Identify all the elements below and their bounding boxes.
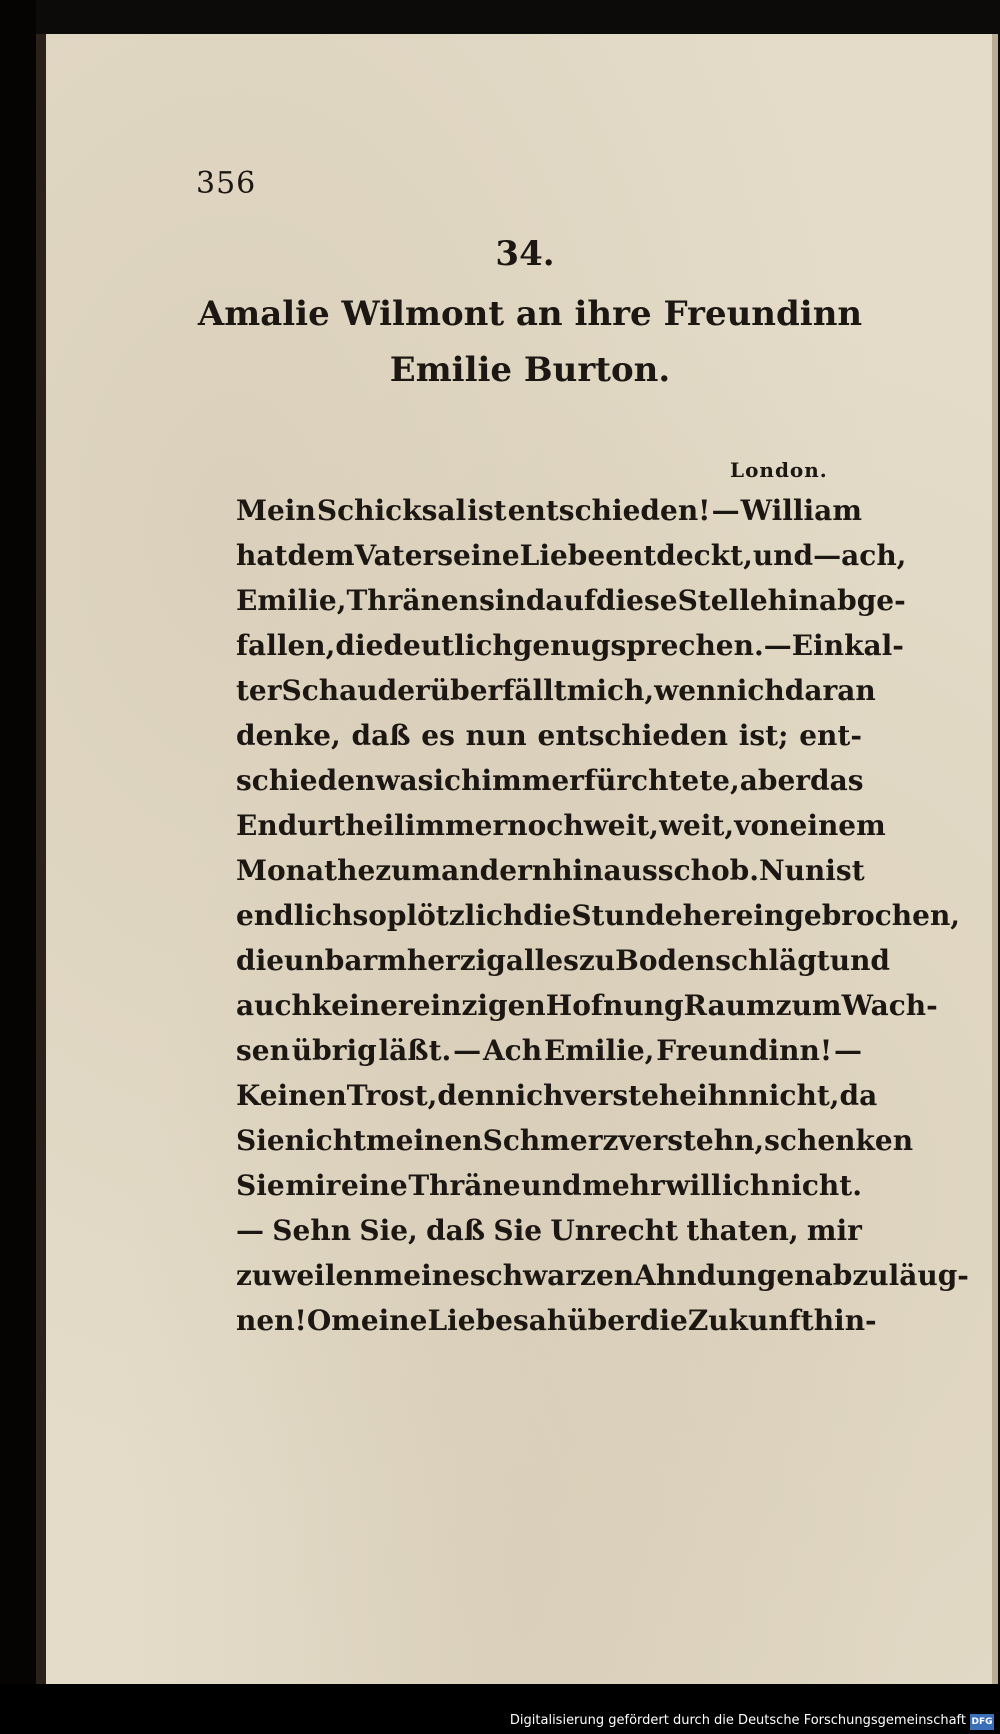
text-word: weit, [583,809,659,842]
text-word: mich, [566,674,655,707]
text-line [236,1028,862,1073]
text-word: seine [437,539,520,572]
text-line [236,1298,877,1343]
text-word: nicht. [770,1169,862,1202]
text-word: fallen, [236,629,336,662]
text-word: zuweilen [236,1259,374,1292]
text-word: die [236,944,285,977]
text-word: abzuläug- [814,1259,969,1292]
text-word: Monathe [236,854,376,887]
text-word: Sie [236,1124,285,1157]
text-word: da [839,1079,878,1112]
page-number: 356 [196,166,257,201]
text-word: Zukunft [687,1304,814,1337]
text-word: über [567,1304,640,1337]
text-word: und [752,539,814,572]
text-word: entdeckt, [605,539,753,572]
text-word: eine [341,1169,408,1202]
text-word: und [829,944,891,977]
text-word: Emilie, [543,1034,655,1067]
text-word: ach, [841,539,907,572]
text-word: einzigen [412,989,546,1022]
text-word: Liebe [519,539,606,572]
footer-bar [0,1684,1000,1734]
text-line [236,668,876,713]
text-word: deutlich [383,629,513,662]
text-word: ich [515,1079,564,1112]
text-word: Stelle [677,584,768,617]
text-word: Sie, [359,1214,418,1247]
text-word: Sehn [272,1214,352,1247]
text-word: Unrecht [550,1214,679,1247]
text-word: Endurtheil [236,809,405,842]
text-word: Trost, [346,1079,438,1112]
text-word: Thräne [408,1169,521,1202]
text-word: Sie [236,1169,285,1202]
text-word: denke, [236,719,341,752]
text-word: was [375,764,434,797]
text-line [236,578,906,623]
text-line [236,758,862,803]
text-word: mir [806,1214,862,1247]
text-word: so [352,899,387,932]
footer-credit: Digitalisierung gefördert durch die Deutsche Forschungsgemeinschaft [509,1713,966,1728]
text-word: ist [825,854,865,887]
text-word: sen [236,1034,290,1067]
text-word: entschieden! [507,494,711,527]
letter-place: London. [730,458,828,482]
text-word: Boden [615,944,716,977]
text-word: hinausschob. [552,854,759,887]
text-word: Hofnung [545,989,684,1022]
text-word: ist [467,494,507,527]
text-line [236,1163,862,1208]
letter-number: 34. [495,234,555,274]
text-word: Schicksal [316,494,467,527]
text-word: genug [512,629,611,662]
text-word: — [453,1034,482,1067]
text-word: mir [285,1169,341,1202]
text-line [236,938,891,983]
text-word: Ach [482,1034,543,1067]
text-word: Sie [493,1214,543,1247]
text-word: William [740,494,862,527]
text-word: sprechen. [610,629,764,662]
text-word: immer [481,764,584,797]
dfg-logo: DFG [970,1714,994,1730]
text-word: Thränen [346,584,480,617]
text-word: ent- [799,719,862,752]
text-word: unbarmherzig [284,944,506,977]
letter-heading-line-1: Amalie Wilmont an ihre Freundinn [197,294,863,334]
text-word: entschieden [537,719,728,752]
text-word: auf [545,584,596,617]
text-word: denn [437,1079,516,1112]
text-line [236,1253,969,1298]
text-word: Liebe [427,1304,513,1337]
text-word: — [236,1214,264,1247]
text-word: diese [595,584,678,617]
text-word: andern [441,854,553,887]
text-word: hinabge- [767,584,906,617]
text-word: nicht [284,1124,367,1157]
text-word: zum [375,854,442,887]
text-word: O [306,1304,332,1337]
text-line [236,983,938,1028]
text-word: keiner [311,989,413,1022]
page-edge [992,34,998,1684]
text-word: hin- [813,1304,877,1337]
text-word: nun [465,719,527,752]
text-word: — [711,494,740,527]
text-word: Schmerz [482,1124,619,1157]
text-word: zum [775,989,842,1022]
text-word: — [833,1034,862,1067]
text-word: dem [287,539,355,572]
text-word: verstehn, [618,1124,765,1157]
letter-heading-line-2: Emilie Burton. [389,350,671,390]
text-line [236,893,961,938]
text-line [236,623,904,668]
text-word: — [813,539,842,572]
text-word: aber [739,764,811,797]
text-word: meinen [366,1124,483,1157]
text-word: nicht, [748,1079,840,1112]
text-word: übrig [291,1034,377,1067]
text-word: kal- [844,629,904,662]
text-word: das [810,764,864,797]
text-word: Mein [236,494,316,527]
text-word: daß [351,719,411,752]
text-word: wenn [654,674,737,707]
text-word: — [763,629,792,662]
text-word: endlich [236,899,353,932]
text-word: die [639,1304,688,1337]
text-word: weit, [658,809,735,842]
text-word: ich [722,1169,771,1202]
text-line [236,533,907,578]
text-word: läßt. [378,1034,452,1067]
text-word: zu [578,944,616,977]
text-word: überfällt [429,674,567,707]
text-line [236,1073,878,1118]
text-word: Ahndungen [634,1259,815,1292]
text-word: die [523,899,572,932]
text-word: Stunde [571,899,683,932]
text-word: ich [433,764,482,797]
text-word: noch [507,809,584,842]
text-word: schieden [236,764,376,797]
text-word: Nun [758,854,826,887]
text-word: schwarzen [469,1259,635,1292]
text-word: ihn [697,1079,749,1112]
text-word: hereingebrochen, [682,899,961,932]
text-word: Raum [683,989,776,1022]
text-word: Emilie, [236,584,347,617]
text-word: hat [236,539,288,572]
text-word: Freundinn! [656,1034,833,1067]
text-word: Schauder [281,674,430,707]
text-line [236,713,862,758]
text-word: die [335,629,384,662]
text-word: auch [236,989,312,1022]
letter-body [236,488,969,1343]
text-word: daran [784,674,876,707]
text-word: Vater [354,539,438,572]
text-line [236,1208,862,1253]
text-word: fürchtete, [583,764,740,797]
text-word: Keinen [236,1079,347,1112]
text-word: Wach- [841,989,938,1022]
text-word: ist; [738,719,789,752]
text-line [236,488,862,533]
text-word: alles [505,944,579,977]
text-word: sind [479,584,546,617]
text-word: verstehe [563,1079,698,1112]
text-line [236,848,865,893]
text-word: schlägt [715,944,830,977]
text-word: immer [404,809,508,842]
text-word: meine [331,1304,428,1337]
text-word: plötzlich [386,899,524,932]
text-word: es [421,719,455,752]
text-word: ich [736,674,785,707]
text-line [236,803,886,848]
text-line [236,1118,914,1163]
text-word: Ein [791,629,845,662]
text-word: ter [236,674,282,707]
text-word: schenken [764,1124,914,1157]
text-word: will [665,1169,722,1202]
text-word: nen! [236,1304,307,1337]
text-word: sah [513,1304,568,1337]
text-word: daß [426,1214,486,1247]
text-word: von [734,809,790,842]
text-word: meine [373,1259,470,1292]
text-word: thaten, [686,1214,799,1247]
text-word: einem [789,809,886,842]
text-word: mehr [582,1169,665,1202]
text-word: und [521,1169,582,1202]
